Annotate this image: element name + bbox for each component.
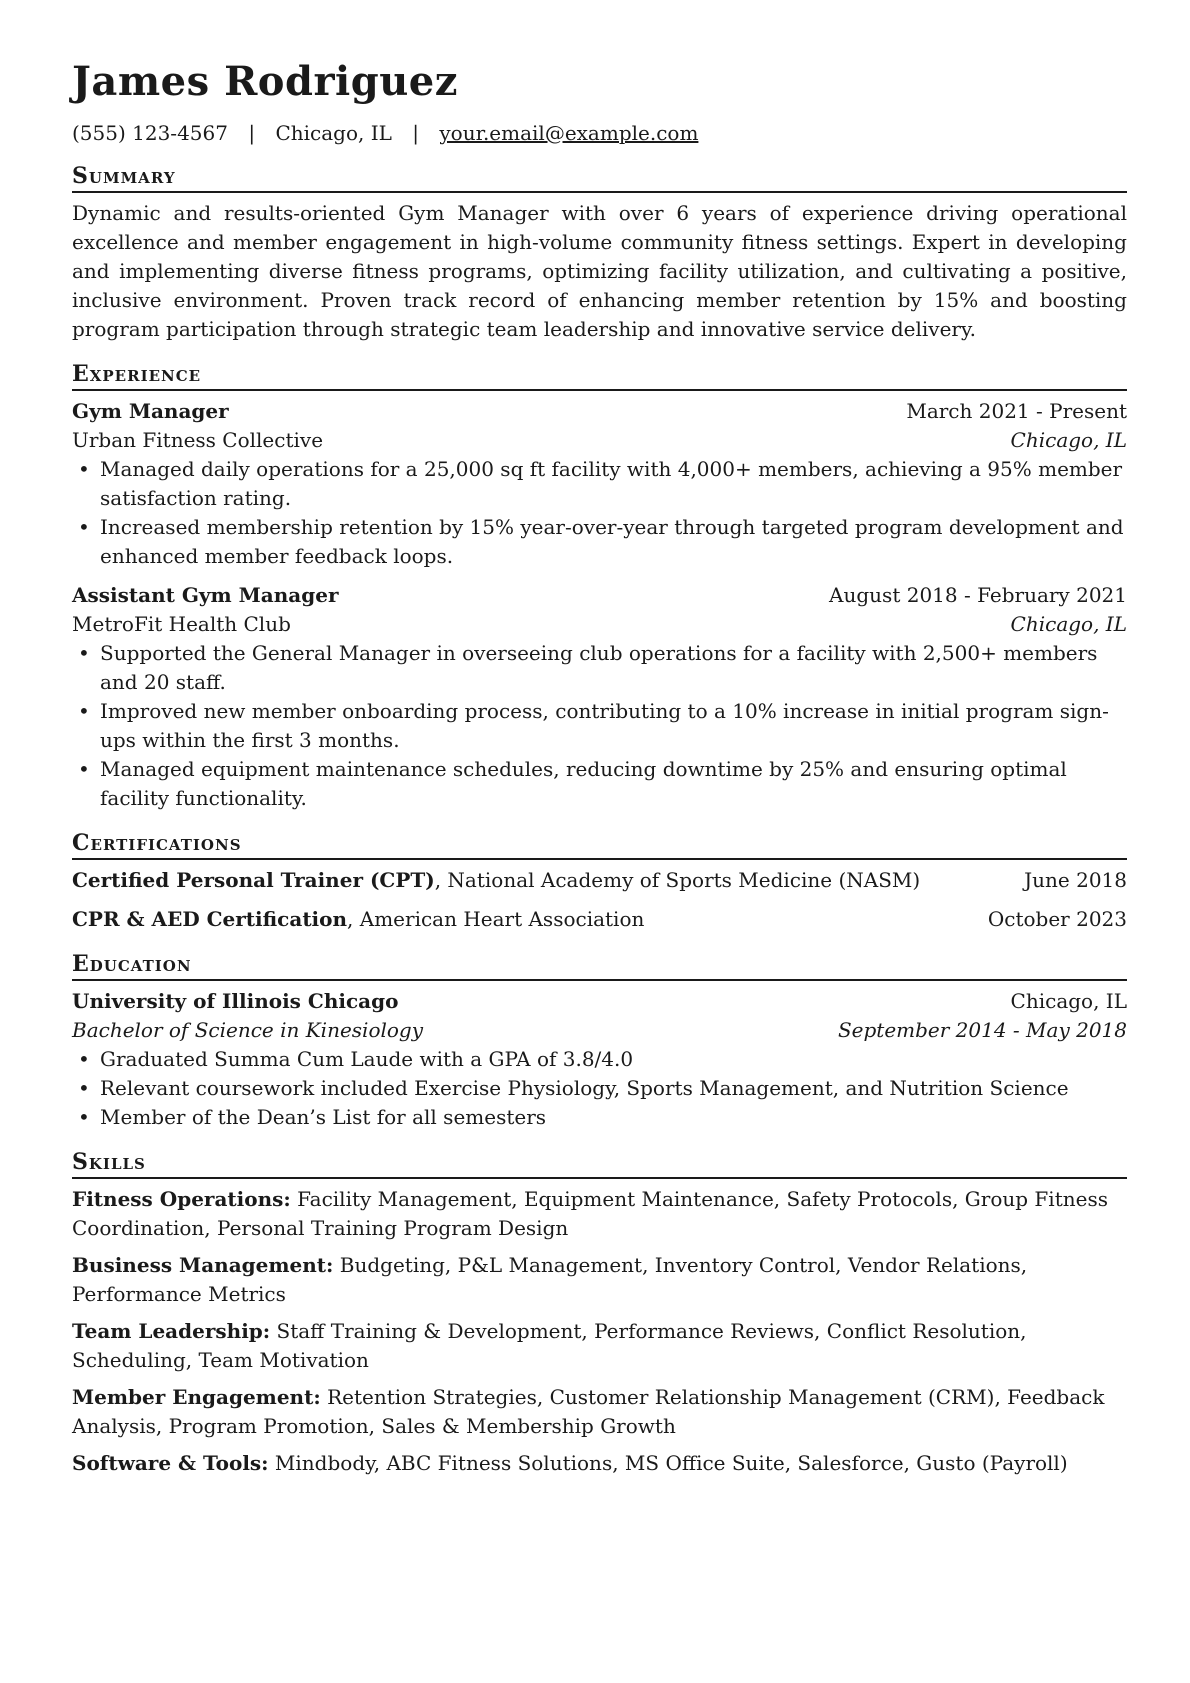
summary-text: Dynamic and results-oriented Gym Manager with over 6 years of experience driving operational excellence and member engagement in high-volume community fitness settings. Expert in developing and implementing diverse fitness programs, optimizing facility utilization, and cultivating a positive, inclusive environment. Proven track record of enhancing member retention by 15% and boosting program participation through strategic team leadership and innovative service delivery.	[72, 201, 1127, 341]
list-item: • Improved new member onboarding process, contributing to a 10% increase in initial program sign-ups within the first 3 months.	[78, 699, 1109, 752]
list-item: • Managed equipment maintenance schedules, reducing downtime by 25% and ensuring optimal facility functionality.	[78, 757, 1067, 810]
job-location: Chicago, IL	[1010, 428, 1127, 452]
bullet-icon: •	[78, 1047, 90, 1071]
list-item: • Member of the Dean’s List for all semesters	[72, 1103, 1127, 1132]
skill-row	[72, 1317, 1127, 1375]
section-title-skills: Skills	[72, 1148, 1127, 1179]
certification-entry	[72, 866, 1127, 895]
experience-entry	[72, 397, 1127, 571]
contact-line	[72, 120, 1127, 146]
skill-label: Member Engagement:	[72, 1385, 321, 1409]
job-title: Assistant Gym Manager	[72, 583, 339, 607]
skill-text: Staff Training & Development, Performance Reviews, Conflict Resolution, Scheduling, Team Motivation	[72, 1319, 1027, 1372]
skill-text: Budgeting, P&L Management, Inventory Control, Vendor Relations, Performance Metrics	[72, 1253, 1028, 1306]
bullet-icon: •	[78, 457, 90, 481]
skill-row	[72, 1185, 1127, 1243]
location: Chicago, IL	[275, 121, 392, 145]
education-bullets	[72, 1045, 1127, 1132]
skill-row	[72, 1251, 1127, 1309]
job-title: Gym Manager	[72, 399, 229, 423]
list-item: • Graduated Summa Cum Laude with a GPA of 3.8/4.0	[72, 1045, 1127, 1074]
list-item: • Relevant coursework included Exercise Physiology, Sports Management, and Nutrition Science	[72, 1074, 1127, 1103]
certification-date: June 2018	[1024, 868, 1127, 892]
skill-label: Business Management:	[72, 1253, 334, 1277]
job-bullets	[72, 639, 1127, 813]
skill-text: Retention Strategies, Customer Relationship Management (CRM), Feedback Analysis, Program Promotion, Sales & Membership Growth	[72, 1385, 1105, 1438]
section-title-experience: Experience	[72, 360, 1127, 391]
section-title-summary: Summary	[72, 162, 1127, 193]
skill-row	[72, 1383, 1127, 1441]
certification-issuer: , National Academy of Sports Medicine (NASM)	[434, 868, 921, 892]
certification-date: October 2023	[987, 907, 1127, 931]
certification-name: Certified Personal Trainer (CPT)	[72, 868, 435, 892]
bullet-icon: •	[78, 641, 90, 665]
bullet-icon: •	[78, 757, 90, 781]
bullet-icon: •	[78, 1105, 90, 1129]
section-title-certifications: Certifications	[72, 829, 1127, 860]
skill-text: Facility Management, Equipment Maintenance, Safety Protocols, Group Fitness Coordination, Personal Training Program Design	[72, 1187, 1108, 1240]
candidate-name: James Rodriguez	[72, 58, 458, 105]
phone-number: (555) 123-4567	[72, 121, 228, 145]
job-dates: August 2018 - February 2021	[829, 583, 1127, 607]
education-entry	[72, 987, 1127, 1132]
skill-label: Software & Tools:	[72, 1451, 269, 1475]
degree: Bachelor of Science in Kinesiology	[72, 1018, 424, 1042]
job-bullets	[72, 455, 1127, 571]
list-item: • Increased membership retention by 15% year-over-year through targeted program development and enhanced member feedback loops.	[78, 515, 1124, 568]
education-dates: September 2014 - May 2018	[837, 1018, 1127, 1042]
school-location: Chicago, IL	[1010, 989, 1127, 1013]
company-name: Urban Fitness Collective	[72, 428, 324, 452]
certification-entry	[72, 905, 1127, 934]
skill-text: Mindbody, ABC Fitness Solutions, MS Office Suite, Salesforce, Gusto (Payroll)	[268, 1451, 1068, 1475]
section-title-education: Education	[72, 950, 1127, 981]
list-item: • Supported the General Manager in overseeing club operations for a facility with 2,500+ members and 20 staff.	[78, 641, 1098, 694]
job-dates: March 2021 - Present	[906, 399, 1127, 423]
contact-separator: |	[412, 121, 419, 145]
job-location: Chicago, IL	[1010, 612, 1127, 636]
bullet-icon: •	[78, 699, 90, 723]
skill-label: Fitness Operations:	[72, 1187, 291, 1211]
school-name: University of Illinois Chicago	[72, 989, 399, 1013]
certification-issuer: , American Heart Association	[347, 907, 645, 931]
skill-label: Team Leadership:	[72, 1319, 271, 1343]
bullet-icon: •	[78, 515, 90, 539]
contact-separator: |	[248, 121, 256, 145]
list-item: • Managed daily operations for a 25,000 sq ft facility with 4,000+ members, achieving a 95% member satisfaction rating.	[78, 457, 1123, 510]
email-link[interactable]: your.email@example.com	[439, 121, 699, 145]
company-name: MetroFit Health Club	[72, 612, 291, 636]
skill-row	[72, 1449, 1127, 1478]
experience-entry	[72, 581, 1127, 813]
bullet-icon: •	[78, 1076, 90, 1100]
certification-name: CPR & AED Certification	[72, 907, 348, 931]
